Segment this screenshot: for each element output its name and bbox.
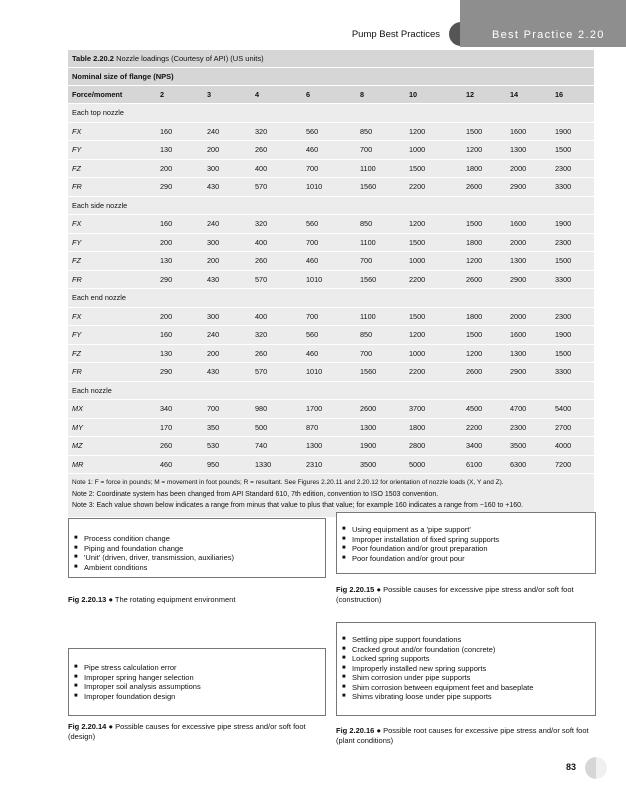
table-cell: 1100 bbox=[356, 159, 405, 178]
table-caption-text: Nozzle loadings (Courtesy of API) (US units) bbox=[116, 54, 264, 63]
table-cell: 700 bbox=[356, 344, 405, 363]
section-title: Each top nozzle bbox=[68, 104, 594, 123]
section-title: Each side nozzle bbox=[68, 196, 594, 215]
table-cell: 300 bbox=[203, 159, 251, 178]
table-cell: 2300 bbox=[551, 233, 594, 252]
row-label: FR bbox=[68, 363, 156, 382]
row-label: MY bbox=[68, 418, 156, 437]
table-cell: 2200 bbox=[405, 270, 462, 289]
table-cell: 870 bbox=[302, 418, 356, 437]
table-row bbox=[68, 252, 594, 271]
table-cell: 3300 bbox=[551, 363, 594, 382]
table-cell: 290 bbox=[156, 270, 203, 289]
row-label: FR bbox=[68, 270, 156, 289]
table-cell: 700 bbox=[302, 159, 356, 178]
list-item: ■ Shim corrosion between equipment feet and baseplate bbox=[337, 683, 595, 693]
table-body bbox=[68, 104, 594, 474]
column-header: 8 bbox=[356, 86, 405, 104]
table-cell: 1500 bbox=[551, 252, 594, 271]
table-cell: 240 bbox=[203, 122, 251, 141]
table-cell: 1600 bbox=[506, 122, 551, 141]
table-cell: 430 bbox=[203, 363, 251, 382]
table-cell: 3300 bbox=[551, 178, 594, 197]
fig14-caption: Fig 2.20.14 ● Possible causes for excessive pipe stress and/or soft foot (design) bbox=[68, 722, 306, 741]
table-cell: 1900 bbox=[551, 326, 594, 345]
column-header: 6 bbox=[302, 86, 356, 104]
table-cell: 460 bbox=[302, 344, 356, 363]
table-cell: 2000 bbox=[506, 307, 551, 326]
table-cell: 1200 bbox=[405, 215, 462, 234]
table-cell: 160 bbox=[156, 122, 203, 141]
table-cell: 3700 bbox=[405, 400, 462, 419]
fig13-label: Fig 2.20.13 bbox=[68, 595, 107, 604]
table-cell: 2300 bbox=[506, 418, 551, 437]
table-cell: 2000 bbox=[506, 233, 551, 252]
table-nps-label: Nominal size of flange (NPS) bbox=[68, 67, 594, 85]
row-label: MX bbox=[68, 400, 156, 419]
table-cell: 1900 bbox=[356, 437, 405, 456]
table-cell: 2900 bbox=[506, 270, 551, 289]
table-row bbox=[68, 455, 594, 473]
table-cell: 2600 bbox=[462, 363, 506, 382]
table-cell: 570 bbox=[251, 363, 302, 382]
table-cell: 300 bbox=[203, 233, 251, 252]
table-cell: 1200 bbox=[405, 122, 462, 141]
row-label: FY bbox=[68, 326, 156, 345]
page-circle-decoration bbox=[585, 757, 607, 779]
list-item: ■ Ambient conditions bbox=[69, 563, 325, 573]
list-item: ■ Piping and foundation change bbox=[69, 544, 325, 554]
table-note: Note 3: Each value shown below indicates a range from minus that value to plus that value; for example 160 indicates a range from −160 to +160. bbox=[72, 502, 523, 509]
fig14-caption-text: Possible causes for excessive pipe stress and/or soft foot (design) bbox=[68, 722, 306, 741]
table-cell: 1600 bbox=[506, 326, 551, 345]
fig14-label: Fig 2.20.14 bbox=[68, 722, 107, 731]
column-header: Force/moment bbox=[68, 86, 156, 104]
row-label: MR bbox=[68, 455, 156, 473]
table-caption-number: Table 2.20.2 bbox=[72, 54, 114, 63]
table-cell: 1800 bbox=[462, 159, 506, 178]
table-cell: 1600 bbox=[506, 215, 551, 234]
table-cell: 980 bbox=[251, 400, 302, 419]
list-item: ■ Process condition change bbox=[69, 534, 325, 544]
row-label: FY bbox=[68, 233, 156, 252]
fig13-caption: Fig 2.20.13 ● The rotating equipment environment bbox=[68, 595, 236, 604]
table-cell: 1700 bbox=[302, 400, 356, 419]
section-title: Each nozzle bbox=[68, 381, 594, 400]
table-cell: 130 bbox=[156, 344, 203, 363]
fig13-box bbox=[68, 518, 326, 578]
table-cell: 560 bbox=[302, 215, 356, 234]
table-cell: 560 bbox=[302, 326, 356, 345]
table-cell: 6300 bbox=[506, 455, 551, 473]
table-row bbox=[68, 159, 594, 178]
table-cell: 160 bbox=[156, 326, 203, 345]
table-cell: 2310 bbox=[302, 455, 356, 473]
table-cell: 460 bbox=[302, 141, 356, 160]
table-header-row bbox=[68, 86, 594, 104]
section-row bbox=[68, 196, 594, 215]
table-cell: 2600 bbox=[462, 178, 506, 197]
table-cell: 200 bbox=[156, 307, 203, 326]
table-cell: 1300 bbox=[506, 344, 551, 363]
column-header: 16 bbox=[551, 86, 594, 104]
fig16-caption-text: Possible root causes for excessive pipe stress and/or soft foot (plant conditions) bbox=[336, 726, 589, 745]
table-cell: 350 bbox=[203, 418, 251, 437]
table-cell: 570 bbox=[251, 178, 302, 197]
table-cell: 3300 bbox=[551, 270, 594, 289]
table-cell: 1500 bbox=[405, 233, 462, 252]
table-cell: 2900 bbox=[506, 363, 551, 382]
nozzle-loadings-table bbox=[68, 85, 594, 473]
fig16-box bbox=[336, 622, 596, 716]
table-cell: 1200 bbox=[405, 326, 462, 345]
row-label: FZ bbox=[68, 159, 156, 178]
table-caption bbox=[68, 50, 594, 67]
table-row bbox=[68, 233, 594, 252]
fig15-caption-text: Possible causes for excessive pipe stress and/or soft foot (construction) bbox=[336, 585, 574, 604]
table-cell: 2900 bbox=[506, 178, 551, 197]
table-row bbox=[68, 141, 594, 160]
row-label: FX bbox=[68, 307, 156, 326]
list-item: ■ Improper spring hanger selection bbox=[69, 673, 325, 683]
table-cell: 3400 bbox=[462, 437, 506, 456]
list-item: ■ Improper foundation design bbox=[69, 692, 325, 702]
list-item: ■ Improper installation of fixed spring supports bbox=[337, 535, 595, 545]
table-cell: 1500 bbox=[551, 141, 594, 160]
column-header: 3 bbox=[203, 86, 251, 104]
table-row bbox=[68, 437, 594, 456]
table-cell: 700 bbox=[302, 307, 356, 326]
table-cell: 2300 bbox=[551, 159, 594, 178]
table-row bbox=[68, 270, 594, 289]
table-cell: 5000 bbox=[405, 455, 462, 473]
row-label: FZ bbox=[68, 252, 156, 271]
table-cell: 430 bbox=[203, 270, 251, 289]
table-cell: 260 bbox=[251, 141, 302, 160]
table-row bbox=[68, 363, 594, 382]
column-header: 10 bbox=[405, 86, 462, 104]
table-cell: 290 bbox=[156, 178, 203, 197]
table-cell: 3500 bbox=[506, 437, 551, 456]
table-cell: 570 bbox=[251, 270, 302, 289]
table-cell: 200 bbox=[203, 141, 251, 160]
list-item: ■ Locked spring supports bbox=[337, 654, 595, 664]
table-cell: 1000 bbox=[405, 141, 462, 160]
table-cell: 850 bbox=[356, 215, 405, 234]
table-cell: 200 bbox=[156, 233, 203, 252]
table-cell: 2200 bbox=[462, 418, 506, 437]
table-cell: 1000 bbox=[405, 344, 462, 363]
table-row bbox=[68, 418, 594, 437]
page-number: 83 bbox=[566, 762, 577, 772]
nozzle-loadings-table-block bbox=[68, 50, 594, 517]
table-cell: 1560 bbox=[356, 178, 405, 197]
fig13-list bbox=[69, 534, 325, 572]
row-label: FX bbox=[68, 122, 156, 141]
table-cell: 2800 bbox=[405, 437, 462, 456]
list-item: ■ Improper soil analysis assumptions bbox=[69, 682, 325, 692]
fig13-caption-text: The rotating equipment environment bbox=[114, 595, 236, 604]
section-title: Best Practice 2.20 bbox=[492, 29, 605, 41]
table-cell: 320 bbox=[251, 122, 302, 141]
table-cell: 340 bbox=[156, 400, 203, 419]
table-cell: 1500 bbox=[462, 215, 506, 234]
table-row bbox=[68, 215, 594, 234]
table-cell: 1800 bbox=[462, 307, 506, 326]
table-cell: 2200 bbox=[405, 363, 462, 382]
table-cell: 700 bbox=[356, 252, 405, 271]
table-cell: 1100 bbox=[356, 233, 405, 252]
table-cell: 6100 bbox=[462, 455, 506, 473]
running-header: Pump Best Practices bbox=[351, 29, 440, 40]
list-item: ■ 'Unit' (driven, driver, transmission, auxiliaries) bbox=[69, 553, 325, 563]
table-cell: 740 bbox=[251, 437, 302, 456]
column-header: 12 bbox=[462, 86, 506, 104]
table-cell: 1500 bbox=[405, 159, 462, 178]
list-item: ■ Using equipment as a 'pipe support' bbox=[337, 525, 595, 535]
table-cell: 530 bbox=[203, 437, 251, 456]
table-cell: 240 bbox=[203, 326, 251, 345]
list-item: ■ Improperly installed new spring supports bbox=[337, 664, 595, 674]
fig16-caption: Fig 2.20.16 ● Possible root causes for excessive pipe stress and/or soft foot (plant conditions) bbox=[336, 726, 589, 745]
table-cell: 400 bbox=[251, 307, 302, 326]
table-cell: 7200 bbox=[551, 455, 594, 473]
table-cell: 2000 bbox=[506, 159, 551, 178]
table-row bbox=[68, 400, 594, 419]
table-cell: 1900 bbox=[551, 122, 594, 141]
table-cell: 1100 bbox=[356, 307, 405, 326]
list-item: ■ Pipe stress calculation error bbox=[69, 663, 325, 673]
table-cell: 1560 bbox=[356, 363, 405, 382]
table-row bbox=[68, 122, 594, 141]
list-item: ■ Poor foundation and/or grout pour bbox=[337, 554, 595, 564]
section-row bbox=[68, 289, 594, 308]
table-cell: 1900 bbox=[551, 215, 594, 234]
list-item: ■ Shims vibrating loose under pipe supports bbox=[337, 692, 595, 702]
table-cell: 1010 bbox=[302, 363, 356, 382]
table-cell: 400 bbox=[251, 159, 302, 178]
table-cell: 2600 bbox=[462, 270, 506, 289]
table-row bbox=[68, 326, 594, 345]
table-cell: 2300 bbox=[551, 307, 594, 326]
table-cell: 300 bbox=[203, 307, 251, 326]
table-cell: 240 bbox=[203, 215, 251, 234]
fig16-label: Fig 2.20.16 bbox=[336, 726, 375, 735]
table-cell: 130 bbox=[156, 141, 203, 160]
list-item: ■ Poor foundation and/or grout preparation bbox=[337, 544, 595, 554]
table-cell: 200 bbox=[156, 159, 203, 178]
fig16-list bbox=[337, 635, 595, 702]
table-cell: 1500 bbox=[462, 326, 506, 345]
table-note: Note 2: Coordinate system has been changed from API Standard 610, 7th edition, convention to ISO 1503 convention. bbox=[72, 490, 439, 498]
table-cell: 430 bbox=[203, 178, 251, 197]
table-cell: 1500 bbox=[551, 344, 594, 363]
table-cell: 2700 bbox=[551, 418, 594, 437]
table-cell: 1800 bbox=[462, 233, 506, 252]
table-cell: 3500 bbox=[356, 455, 405, 473]
table-cell: 1200 bbox=[462, 252, 506, 271]
table-row bbox=[68, 307, 594, 326]
section-row bbox=[68, 104, 594, 123]
fig14-list bbox=[69, 663, 325, 701]
column-header: 2 bbox=[156, 86, 203, 104]
section-title: Each end nozzle bbox=[68, 289, 594, 308]
table-cell: 1300 bbox=[302, 437, 356, 456]
table-cell: 320 bbox=[251, 215, 302, 234]
table-cell: 260 bbox=[251, 252, 302, 271]
column-header: 4 bbox=[251, 86, 302, 104]
table-cell: 460 bbox=[302, 252, 356, 271]
row-label: FX bbox=[68, 215, 156, 234]
table-row bbox=[68, 178, 594, 197]
table-cell: 4700 bbox=[506, 400, 551, 419]
table-cell: 850 bbox=[356, 122, 405, 141]
table-cell: 500 bbox=[251, 418, 302, 437]
list-item: ■ Cracked grout and/or foundation (concrete) bbox=[337, 645, 595, 655]
table-cell: 700 bbox=[302, 233, 356, 252]
table-cell: 170 bbox=[156, 418, 203, 437]
table-cell: 700 bbox=[203, 400, 251, 419]
table-cell: 1300 bbox=[506, 252, 551, 271]
row-label: FZ bbox=[68, 344, 156, 363]
table-cell: 200 bbox=[203, 252, 251, 271]
table-cell: 160 bbox=[156, 215, 203, 234]
row-label: MZ bbox=[68, 437, 156, 456]
fig15-list bbox=[337, 525, 595, 563]
list-item: ■ Settling pipe support foundations bbox=[337, 635, 595, 645]
table-cell: 130 bbox=[156, 252, 203, 271]
fig14-box bbox=[68, 648, 326, 716]
row-label: FR bbox=[68, 178, 156, 197]
table-cell: 850 bbox=[356, 326, 405, 345]
column-header: 14 bbox=[506, 86, 551, 104]
table-cell: 560 bbox=[302, 122, 356, 141]
table-cell: 200 bbox=[203, 344, 251, 363]
table-cell: 1500 bbox=[462, 122, 506, 141]
section-row bbox=[68, 381, 594, 400]
table-cell: 1500 bbox=[405, 307, 462, 326]
table-cell: 1200 bbox=[462, 344, 506, 363]
table-cell: 260 bbox=[251, 344, 302, 363]
table-cell: 1300 bbox=[356, 418, 405, 437]
table-cell: 2200 bbox=[405, 178, 462, 197]
list-item: ■ Shim corrosion under pipe supports bbox=[337, 673, 595, 683]
table-cell: 400 bbox=[251, 233, 302, 252]
table-cell: 950 bbox=[203, 455, 251, 473]
table-cell: 460 bbox=[156, 455, 203, 473]
table-cell: 2600 bbox=[356, 400, 405, 419]
table-notes bbox=[68, 473, 594, 517]
table-cell: 4500 bbox=[462, 400, 506, 419]
table-cell: 290 bbox=[156, 363, 203, 382]
table-cell: 4000 bbox=[551, 437, 594, 456]
table-cell: 1010 bbox=[302, 178, 356, 197]
table-cell: 260 bbox=[156, 437, 203, 456]
row-label: FY bbox=[68, 141, 156, 160]
table-cell: 700 bbox=[356, 141, 405, 160]
fig15-box bbox=[336, 512, 596, 574]
table-cell: 1560 bbox=[356, 270, 405, 289]
table-cell: 320 bbox=[251, 326, 302, 345]
table-row bbox=[68, 344, 594, 363]
table-cell: 1800 bbox=[405, 418, 462, 437]
table-cell: 1010 bbox=[302, 270, 356, 289]
table-cell: 1330 bbox=[251, 455, 302, 473]
fig15-caption: Fig 2.20.15 ● Possible causes for excessive pipe stress and/or soft foot (construction) bbox=[336, 585, 574, 604]
table-cell: 5400 bbox=[551, 400, 594, 419]
table-cell: 1300 bbox=[506, 141, 551, 160]
fig15-label: Fig 2.20.15 bbox=[336, 585, 375, 594]
table-note: Note 1: F = force in pounds; M = movement in foot pounds; R = resultant. See Figures 2.20.11 and 2.20.12 for orientation of nozzle loads (X, Y and Z). bbox=[72, 479, 504, 486]
table-cell: 1200 bbox=[462, 141, 506, 160]
table-cell: 1000 bbox=[405, 252, 462, 271]
